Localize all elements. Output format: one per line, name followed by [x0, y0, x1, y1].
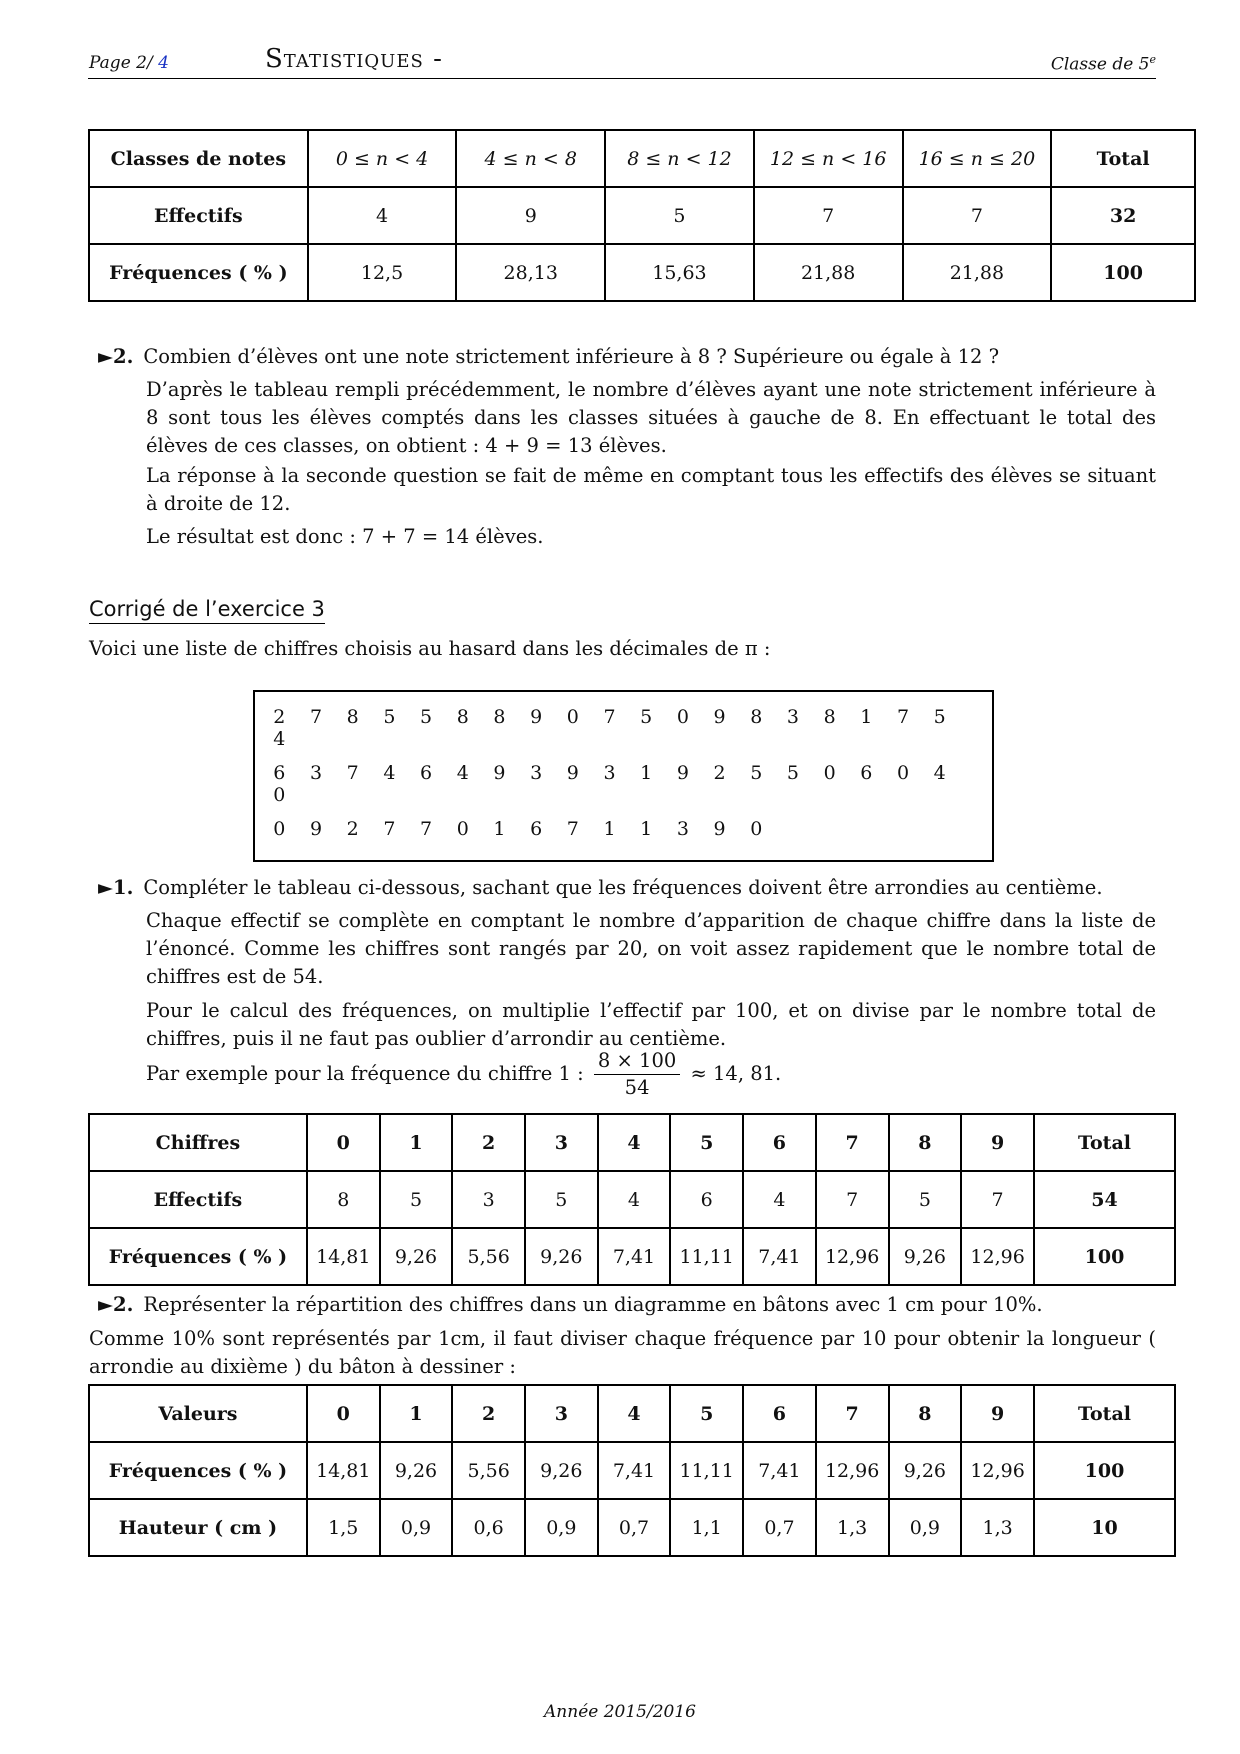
digit: 4 — [933, 762, 946, 784]
digit: 9 — [530, 706, 543, 728]
table-cell: 1,3 — [816, 1499, 889, 1556]
table-cell: 100 — [1034, 1228, 1175, 1285]
table-cell: Hauteur ( cm ) — [89, 1499, 307, 1556]
table-cell: 5 — [380, 1171, 453, 1228]
question-label: ►1. — [98, 876, 134, 899]
digit: 6 — [420, 762, 433, 784]
table-row — [89, 1114, 1175, 1171]
table-header-cell: Valeurs — [89, 1385, 307, 1442]
table-cell: 21,88 — [903, 244, 1052, 301]
question-text: Combien d’élèves ont une note strictement inférieure à 8 ? Supérieure ou égale à 12 ? — [143, 345, 1000, 368]
digit: 7 — [346, 762, 359, 784]
table-cell: 7 — [903, 187, 1052, 244]
digit: 3 — [603, 762, 616, 784]
table-header-cell: 3 — [525, 1114, 598, 1171]
table-cell: Effectifs — [89, 187, 308, 244]
table-cell: 5 — [525, 1171, 598, 1228]
digit: 8 — [750, 706, 763, 728]
table-cell: 7 — [961, 1171, 1034, 1228]
notes-table — [88, 129, 1196, 302]
digit: 2 — [713, 762, 726, 784]
table-cell: 9,26 — [525, 1228, 598, 1285]
digit: 9 — [676, 762, 689, 784]
table-cell: 1,3 — [961, 1499, 1034, 1556]
table-cell: 12,5 — [308, 244, 457, 301]
table-cell: 21,88 — [754, 244, 903, 301]
table-cell: 5,56 — [452, 1442, 525, 1499]
page-header — [88, 44, 1156, 79]
question-2b — [98, 1291, 1043, 1319]
digit: 0 — [456, 818, 469, 840]
digit: 4 — [273, 728, 286, 750]
digit: 9 — [566, 762, 579, 784]
digit: 7 — [603, 706, 616, 728]
table-header-cell: 2 — [452, 1385, 525, 1442]
table-header-cell: 8 — [889, 1385, 962, 1442]
table-header-cell: Chiffres — [89, 1114, 307, 1171]
table-header-cell: 1 — [380, 1385, 453, 1442]
digits-row — [261, 818, 775, 840]
digit: 3 — [309, 762, 323, 784]
answer-paragraph: Le résultat est donc : 7 + 7 = 14 élèves. — [146, 525, 544, 548]
digit: 9 — [713, 818, 726, 840]
digit: 0 — [273, 784, 286, 806]
table-cell: 7 — [754, 187, 903, 244]
digit: 9 — [493, 762, 506, 784]
table-header-cell: 7 — [816, 1114, 889, 1171]
table-cell: 7 — [816, 1171, 889, 1228]
table-cell: 7,41 — [743, 1442, 816, 1499]
table-header-cell: Total — [1034, 1114, 1175, 1171]
table-cell: 11,11 — [670, 1228, 743, 1285]
digit: 5 — [640, 706, 653, 728]
answer-paragraph: D’après le tableau rempli précédemment, le nombre d’élèves ayant une note strictement inférieure à 8 sont tous les élèves comptés dans les classes situées à gauche de 8. En effectuant le total des élèves de ces classes, on obtient : 4 + 9 = 13 élèves. — [146, 378, 1156, 457]
table-header-cell: 9 — [961, 1114, 1034, 1171]
intro-paragraph: Voici une liste de chiffres choisis au hasard dans les décimales de π : — [89, 637, 771, 660]
table-header-cell: 6 — [743, 1114, 816, 1171]
table-header-cell: 8 — [889, 1114, 962, 1171]
digit: 2 — [273, 706, 286, 728]
question-2 — [98, 343, 999, 371]
table-cell: 5 — [605, 187, 754, 244]
question-text: Représenter la répartition des chiffres dans un diagramme en bâtons avec 1 cm pour 10%. — [143, 1293, 1043, 1316]
digit: 0 — [273, 818, 286, 840]
table-cell: 4 — [743, 1171, 816, 1228]
digit: 1 — [493, 818, 506, 840]
table-cell: 15,63 — [605, 244, 754, 301]
question-label: ►2. — [98, 345, 134, 368]
table-cell: 4 — [308, 187, 457, 244]
page-total-link[interactable]: 4 — [158, 53, 169, 73]
digit: 7 — [420, 818, 433, 840]
table-header-cell: 4 — [598, 1385, 671, 1442]
table-cell: 1,1 — [670, 1499, 743, 1556]
table-cell: Fréquences ( % ) — [89, 1228, 307, 1285]
hauteur-table — [88, 1384, 1176, 1557]
question-text: Compléter le tableau ci-dessous, sachant que les fréquences doivent être arrondies au centième. — [143, 876, 1103, 899]
digit: 6 — [273, 762, 286, 784]
table-header-cell: 5 — [670, 1385, 743, 1442]
digit: 5 — [786, 762, 800, 784]
table-row — [89, 1171, 1175, 1228]
digit: 5 — [750, 762, 763, 784]
table-header-cell: Total — [1034, 1385, 1175, 1442]
digit: 0 — [896, 762, 910, 784]
table-cell: Fréquences ( % ) — [89, 244, 308, 301]
table-cell: 9,26 — [380, 1228, 453, 1285]
footer-year: Année 2015/2016 — [544, 1702, 696, 1722]
digit: 0 — [566, 706, 579, 728]
table-cell: 9,26 — [889, 1228, 962, 1285]
table-cell: 5,56 — [452, 1228, 525, 1285]
table-cell: 7,41 — [743, 1228, 816, 1285]
digit: 6 — [860, 762, 873, 784]
table-cell: 4 — [598, 1171, 671, 1228]
table-header-cell: 7 — [816, 1385, 889, 1442]
table-cell: 14,81 — [307, 1442, 380, 1499]
table-header-cell: 5 — [670, 1114, 743, 1171]
page-number: Page 2/ 4 — [89, 53, 169, 73]
digit: 9 — [309, 818, 323, 840]
table-cell: 9,26 — [889, 1442, 962, 1499]
table-cell: 10 — [1034, 1499, 1175, 1556]
digit: 5 — [933, 706, 946, 728]
table-header-cell: 0 ≤ n < 4 — [308, 130, 457, 187]
pi-digits-box — [253, 690, 994, 862]
table-cell: 14,81 — [307, 1228, 380, 1285]
table-header-cell: Classes de notes — [89, 130, 308, 187]
table-cell: 9,26 — [525, 1442, 598, 1499]
table-row — [89, 130, 1195, 187]
table-header-cell: 0 — [307, 1385, 380, 1442]
table-cell: 11,11 — [670, 1442, 743, 1499]
fraction: $\frac{8 \times 100}{54}$ — [594, 1048, 680, 1101]
digit: 7 — [383, 818, 396, 840]
class-label: Classe de 5e — [1050, 53, 1156, 75]
digit: 0 — [676, 706, 689, 728]
digit: 3 — [530, 762, 543, 784]
table-cell: 12,96 — [961, 1442, 1034, 1499]
document-title: Statistiques - — [265, 44, 443, 74]
digit: 0 — [823, 762, 836, 784]
table-cell: 0,7 — [743, 1499, 816, 1556]
table-header-cell: 4 — [598, 1114, 671, 1171]
table-header-cell: 6 — [743, 1385, 816, 1442]
table-row — [89, 1385, 1175, 1442]
digit: 8 — [456, 706, 469, 728]
digit: 4 — [456, 762, 469, 784]
table-cell: 1,5 — [307, 1499, 380, 1556]
digit: 8 — [346, 706, 359, 728]
table-cell: 100 — [1051, 244, 1195, 301]
table-header-cell: 8 ≤ n < 12 — [605, 130, 754, 187]
digit: 5 — [383, 706, 396, 728]
table-cell: 0,9 — [525, 1499, 598, 1556]
answer-paragraph: Chaque effectif se complète en comptant le nombre d’apparition de chaque chiffre dans la liste de l’énoncé. Comme les chiffres sont rangés par 20, on voit assez rapidement que le nombre total de chiffres est de 54. — [146, 909, 1156, 988]
table-row — [89, 1499, 1175, 1556]
table-cell: 0,9 — [889, 1499, 962, 1556]
table-header-cell: 1 — [380, 1114, 453, 1171]
table-cell: 100 — [1034, 1442, 1175, 1499]
digit: 4 — [383, 762, 396, 784]
digit: 7 — [896, 706, 910, 728]
table-cell: 0,9 — [380, 1499, 453, 1556]
table-cell: 0,7 — [598, 1499, 671, 1556]
example-line: Par exemple pour la fréquence du chiffre 1 : $\frac{8 \times 100}{54}$ ≈ 14, 81. — [146, 1049, 782, 1099]
digit: 3 — [786, 706, 800, 728]
digit: 8 — [493, 706, 506, 728]
digit: 3 — [676, 818, 689, 840]
table-cell: 12,96 — [816, 1442, 889, 1499]
answer-paragraph: La réponse à la seconde question se fait de même en comptant tous les effectifs des élèves se situant à droite de 12. — [146, 464, 1156, 515]
table-cell: 7,41 — [598, 1442, 671, 1499]
table-cell: 6 — [670, 1171, 743, 1228]
digits-row — [261, 706, 992, 750]
table-cell: 7,41 — [598, 1228, 671, 1285]
table-header-cell: Total — [1051, 130, 1195, 187]
digits-row — [261, 762, 992, 806]
table-header-cell: 0 — [307, 1114, 380, 1171]
chiffres-table — [88, 1113, 1176, 1286]
table-header-cell: 3 — [525, 1385, 598, 1442]
table-cell: 12,96 — [961, 1228, 1034, 1285]
table-row — [89, 187, 1195, 244]
table-cell: 3 — [452, 1171, 525, 1228]
table-cell: 9 — [456, 187, 605, 244]
digit: 9 — [713, 706, 726, 728]
table-cell: 32 — [1051, 187, 1195, 244]
table-row — [89, 1228, 1175, 1285]
digit: 1 — [860, 706, 873, 728]
table-cell: 54 — [1034, 1171, 1175, 1228]
digit: 0 — [750, 818, 763, 840]
table-header-cell: 12 ≤ n < 16 — [754, 130, 903, 187]
table-row — [89, 244, 1195, 301]
digit: 2 — [346, 818, 359, 840]
table-header-cell: 4 ≤ n < 8 — [456, 130, 605, 187]
table-cell: 0,6 — [452, 1499, 525, 1556]
table-cell: 5 — [889, 1171, 962, 1228]
section-heading: Corrigé de l’exercice 3 — [89, 597, 325, 624]
digit: 1 — [640, 762, 653, 784]
question-label: ►2. — [98, 1293, 134, 1316]
table-cell: Fréquences ( % ) — [89, 1442, 307, 1499]
table-header-cell: 2 — [452, 1114, 525, 1171]
table-cell: Effectifs — [89, 1171, 307, 1228]
table-row — [89, 1442, 1175, 1499]
table-header-cell: 16 ≤ n ≤ 20 — [903, 130, 1052, 187]
table-header-cell: 9 — [961, 1385, 1034, 1442]
table-cell: 28,13 — [456, 244, 605, 301]
table-cell: 12,96 — [816, 1228, 889, 1285]
table-cell: 8 — [307, 1171, 380, 1228]
answer-paragraph: Comme 10% sont représentés par 1cm, il faut diviser chaque fréquence par 10 pour obtenir la longueur ( arrondie au dixième ) du bâton à dessiner : — [89, 1327, 1156, 1378]
digit: 6 — [530, 818, 543, 840]
question-1 — [98, 874, 1103, 902]
table-cell: 9,26 — [380, 1442, 453, 1499]
digit: 7 — [566, 818, 579, 840]
digit: 1 — [640, 818, 653, 840]
answer-paragraph: Pour le calcul des fréquences, on multiplie l’effectif par 100, et on divise par le nombre total de chiffres, puis il ne faut pas oublier d’arrondir au centième. — [146, 999, 1156, 1050]
digit: 1 — [603, 818, 616, 840]
digit: 7 — [309, 706, 323, 728]
digit: 5 — [420, 706, 433, 728]
digit: 8 — [823, 706, 836, 728]
